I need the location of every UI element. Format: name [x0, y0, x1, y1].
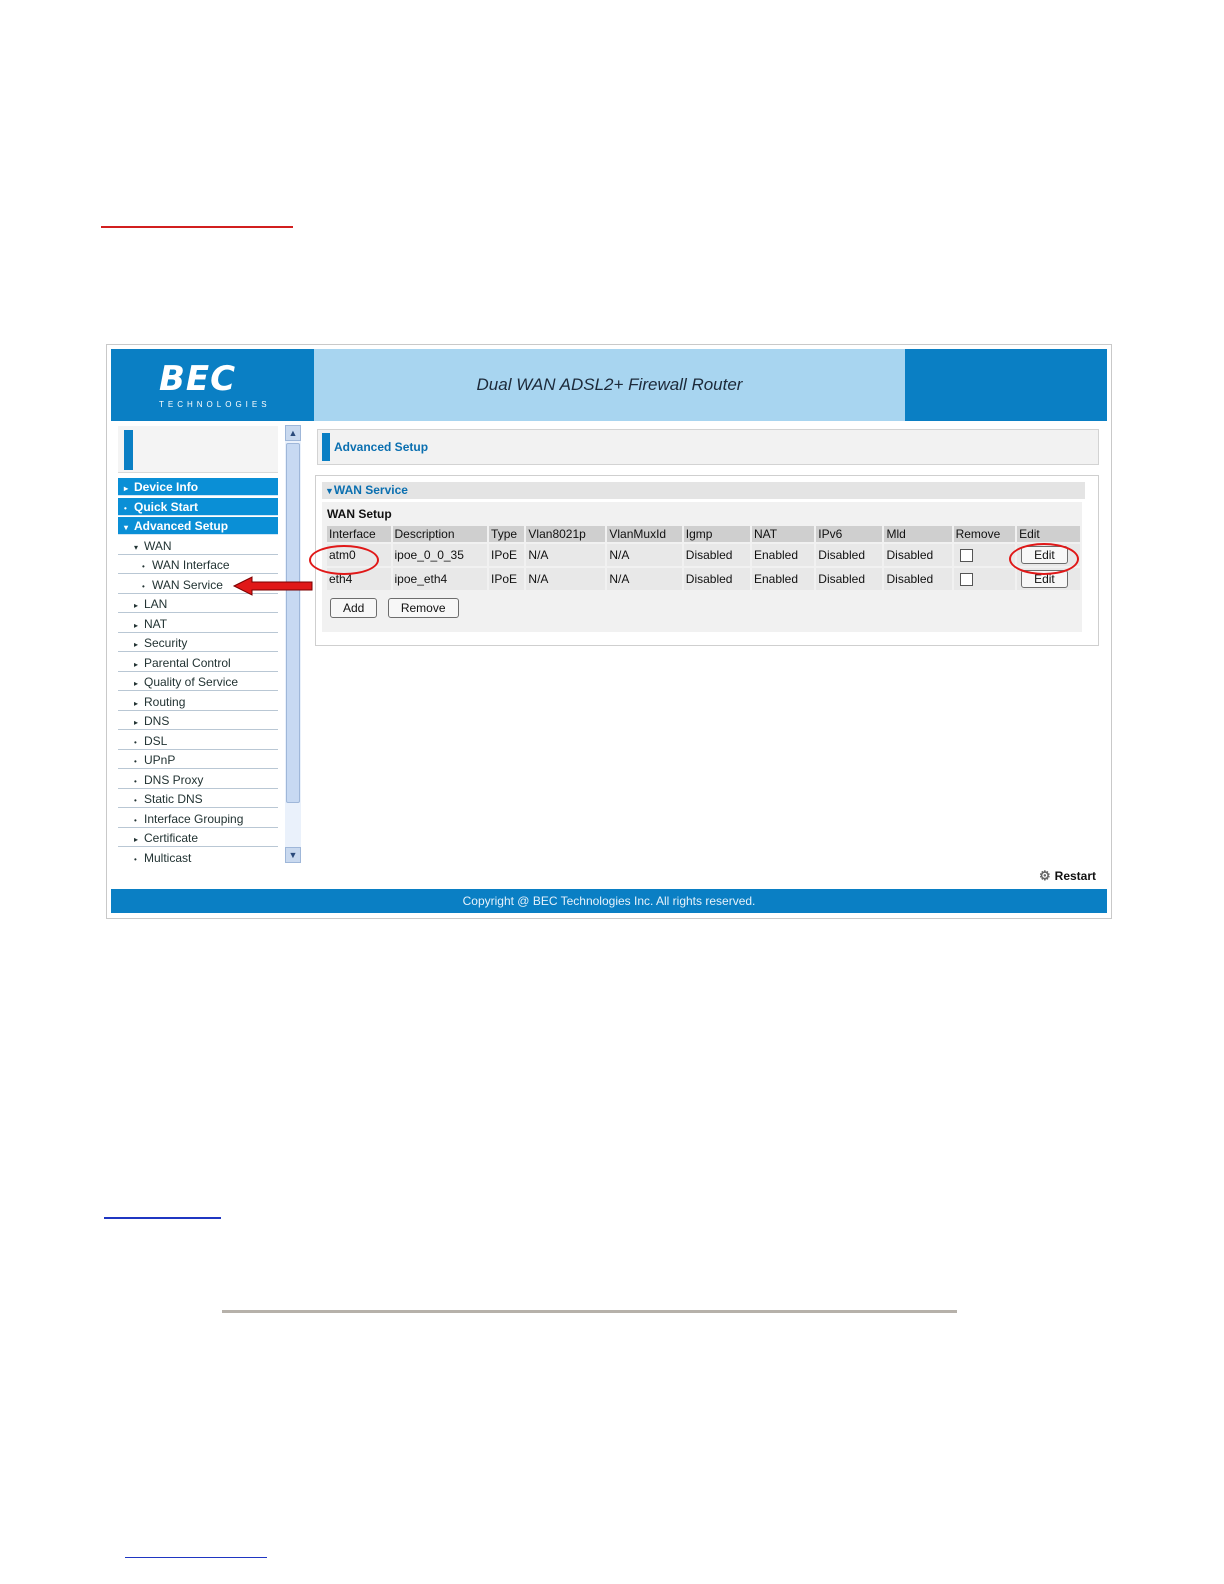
sidebar-item-label: DNS Proxy: [144, 772, 204, 787]
cell-mld: Disabled: [884, 544, 951, 566]
sidebar-item-routing[interactable]: [118, 693, 278, 711]
wan-service-table: [325, 524, 1082, 592]
wan-service-panel: [315, 475, 1099, 646]
nav-marker-icon: •: [134, 757, 137, 766]
sidebar-item-label: Parental Control: [144, 655, 231, 670]
cell-ipv6: Disabled: [816, 568, 882, 590]
table-header-row: [327, 526, 1080, 542]
nav-marker-icon: ▸: [134, 718, 139, 727]
table-row: [327, 568, 1080, 590]
nav-marker-icon: •: [134, 796, 137, 805]
cell-mld: Disabled: [884, 568, 951, 590]
nav-marker-icon: ▸: [134, 601, 139, 610]
column-header: IPv6: [816, 526, 882, 542]
nav-marker-icon: ▾: [124, 523, 129, 532]
sidebar-item-label: LAN: [144, 597, 168, 611]
scroll-thumb[interactable]: [286, 443, 300, 803]
sidebar-item-wan[interactable]: [118, 537, 278, 555]
nav-marker-icon: ▸: [134, 620, 139, 630]
sidebar-item-label: Routing: [144, 694, 186, 709]
sidebar-item-security[interactable]: [118, 634, 278, 652]
header: [111, 349, 1107, 421]
cell-interface: atm0: [327, 544, 391, 566]
document-divider-red: [101, 226, 293, 228]
cell-igmp: Disabled: [684, 544, 750, 566]
sidebar-item-wan-interface[interactable]: [118, 556, 278, 574]
cell-vlan8021p: N/A: [526, 568, 605, 590]
horizontal-rule: [222, 1310, 957, 1313]
pointer-arrow-icon: [232, 576, 314, 596]
column-header: Mld: [884, 526, 951, 542]
sidebar-item-label: WAN: [144, 538, 172, 553]
add-button[interactable]: Add: [330, 598, 377, 618]
nav-marker-icon: •: [134, 776, 137, 786]
table-title: WAN Setup: [327, 507, 392, 521]
title-banner: [314, 349, 905, 421]
table-row: [327, 544, 1080, 566]
column-header: Type: [489, 526, 524, 542]
sidebar-item-label: Quality of Service: [144, 675, 239, 689]
sidebar-item-label: NAT: [144, 616, 168, 631]
restart-link[interactable]: [1039, 868, 1096, 884]
sidebar-item-lan[interactable]: [118, 595, 278, 613]
nav-marker-icon: •: [134, 737, 137, 747]
highlight-ellipse-interface: [309, 545, 379, 575]
nav-marker-icon: ▸: [134, 659, 139, 669]
column-header: Edit: [1017, 526, 1080, 542]
remove-checkbox[interactable]: [960, 549, 973, 562]
column-header: VlanMuxId: [607, 526, 681, 542]
cell-nat: Enabled: [752, 544, 814, 566]
nav-marker-icon: •: [124, 503, 127, 513]
sidebar-item-label: Certificate: [144, 831, 199, 845]
cell-vlanmuxid: N/A: [607, 568, 681, 590]
sidebar-item-advanced-setup[interactable]: [118, 517, 278, 535]
sidebar-item-label: Security: [144, 636, 188, 650]
cell-interface: eth4: [327, 568, 391, 590]
action-buttons: [330, 598, 465, 618]
scroll-up-icon[interactable]: ▲: [285, 425, 301, 441]
highlight-ellipse-edit: [1009, 543, 1079, 575]
cell-ipv6: Disabled: [816, 544, 882, 566]
edit-button[interactable]: Edit: [1021, 570, 1068, 588]
sidebar-item-label: WAN Service: [152, 577, 223, 592]
bec-logo: [111, 349, 314, 421]
nav-marker-icon: ▸: [134, 698, 139, 708]
column-header: NAT: [752, 526, 814, 542]
sidebar-item-nat[interactable]: [118, 615, 278, 633]
section-accent-bar: [322, 433, 330, 461]
sidebar-item-device-info[interactable]: [118, 478, 278, 496]
nav-marker-icon: ▸: [134, 835, 139, 844]
sidebar-item-dsl[interactable]: [118, 732, 278, 750]
section-header: [317, 429, 1099, 465]
cell-remove: [954, 544, 1016, 566]
sidebar-item-dns-proxy[interactable]: [118, 771, 278, 789]
footer: Copyright @ BEC Technologies Inc. All rights reserved.: [111, 889, 1107, 913]
cell-description: ipoe_eth4: [393, 568, 488, 590]
nav-marker-icon: ▸: [134, 679, 139, 688]
sidebar-item-label: WAN Interface: [152, 558, 230, 572]
nav-marker-icon: •: [142, 562, 145, 571]
cell-vlanmuxid: N/A: [607, 544, 681, 566]
cell-igmp: Disabled: [684, 568, 750, 590]
document-divider-blue: [104, 1217, 221, 1219]
restart-icon: ⚙: [1039, 868, 1051, 883]
nav-marker-icon: •: [134, 854, 137, 863]
edit-button[interactable]: Edit: [1021, 546, 1068, 564]
sidebar-scrollbar[interactable]: [285, 425, 301, 863]
sidebar-item-interface-grouping[interactable]: [118, 810, 278, 828]
column-header: Interface: [327, 526, 391, 542]
sidebar-accent-bar: [124, 430, 133, 470]
remove-button[interactable]: Remove: [388, 598, 459, 618]
sidebar-item-label: Advanced Setup: [134, 519, 229, 533]
sidebar-item-label: Interface Grouping: [144, 811, 244, 826]
logo-text: BEC: [159, 359, 237, 399]
cell-type: IPoE: [489, 544, 524, 566]
document-divider-blue-bottom: [125, 1557, 267, 1558]
sidebar-item-multicast[interactable]: [118, 849, 278, 864]
cell-type: IPoE: [489, 568, 524, 590]
sidebar-item-label: UPnP: [144, 753, 176, 767]
sidebar: [117, 425, 279, 863]
wan-setup-area: [322, 502, 1082, 632]
column-header: Igmp: [684, 526, 750, 542]
sidebar-item-label: DNS: [144, 714, 170, 728]
nav-marker-icon: •: [142, 581, 145, 591]
cell-remove: [954, 568, 1016, 590]
page-title: Dual WAN ADSL2+ Firewall Router: [476, 375, 743, 394]
nav-marker-icon: •: [134, 815, 137, 825]
sidebar-item-quality-of-service[interactable]: [118, 673, 278, 691]
sidebar-item-label: Device Info: [134, 480, 199, 494]
sidebar-item-static-dns[interactable]: [118, 790, 278, 808]
cell-description: ipoe_0_0_35: [393, 544, 488, 566]
sidebar-item-label: Static DNS: [144, 792, 203, 806]
cell-nat: Enabled: [752, 568, 814, 590]
panel-header[interactable]: [322, 482, 1085, 499]
nav-marker-icon: ▸: [134, 640, 139, 649]
logo-subtext: TECHNOLOGIES: [159, 400, 271, 409]
collapse-icon: ▼: [325, 486, 334, 496]
sidebar-item-label: DSL: [144, 733, 168, 748]
remove-checkbox[interactable]: [960, 573, 973, 586]
cell-vlan8021p: N/A: [526, 544, 605, 566]
sidebar-item-quick-start[interactable]: [118, 498, 278, 516]
column-header: Vlan8021p: [526, 526, 605, 542]
sidebar-item-label: Multicast: [144, 850, 192, 863]
scroll-down-icon[interactable]: ▼: [285, 847, 301, 863]
sidebar-item-certificate[interactable]: [118, 829, 278, 847]
sidebar-item-upnp[interactable]: [118, 751, 278, 769]
restart-label: Restart: [1054, 869, 1097, 883]
panel-title: WAN Service: [333, 483, 408, 497]
router-ui-screenshot: [106, 344, 1112, 919]
sidebar-item-label: Quick Start: [134, 499, 199, 514]
sidebar-item-parental-control[interactable]: [118, 654, 278, 672]
sidebar-header: [118, 426, 278, 473]
section-title: Advanced Setup: [334, 440, 429, 454]
nav-marker-icon: ▸: [124, 484, 129, 493]
column-header: Remove: [954, 526, 1016, 542]
column-header: Description: [393, 526, 488, 542]
nav-marker-icon: ▾: [134, 542, 139, 552]
sidebar-item-dns[interactable]: [118, 712, 278, 730]
